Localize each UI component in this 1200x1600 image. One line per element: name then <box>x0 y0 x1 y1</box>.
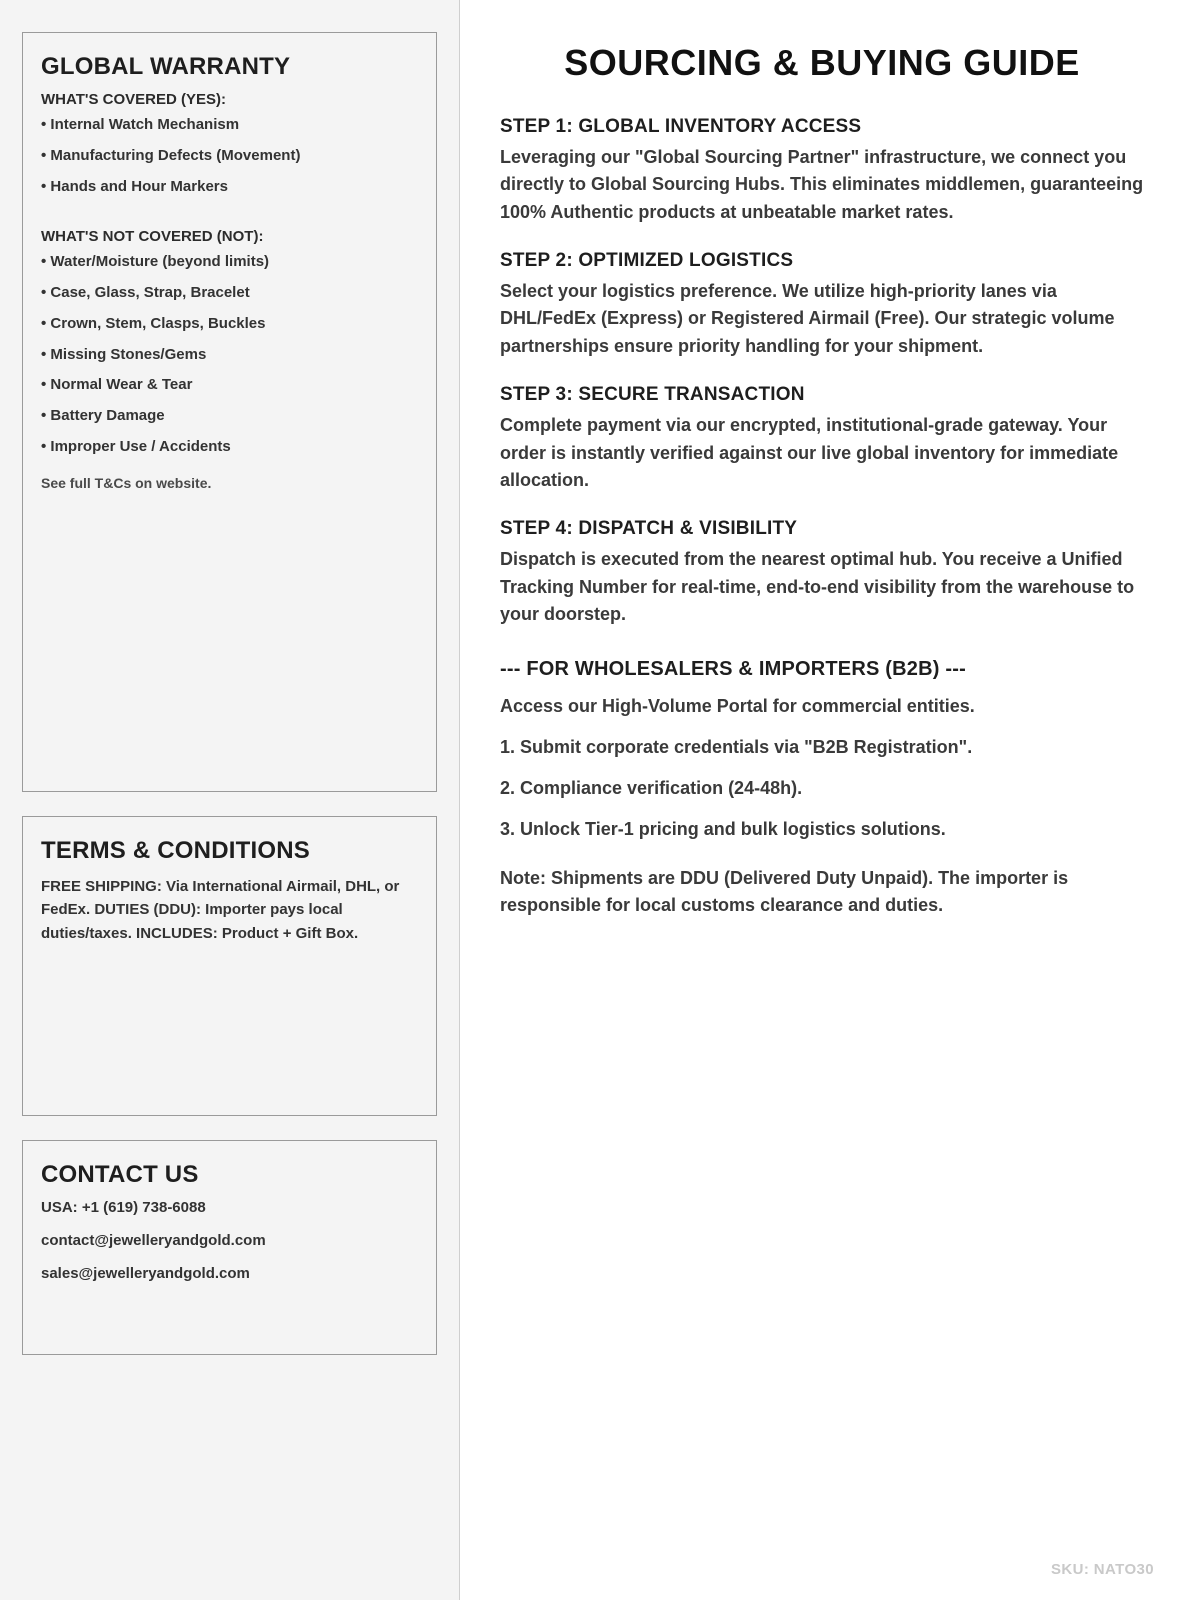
terms-body: FREE SHIPPING: Via International Airmail, DHL, or FedEx. DUTIES (DDU): Importer pays local duties/taxes. INCLUDES: Product + Gift Box. <box>41 878 400 942</box>
page-title: SOURCING & BUYING GUIDE <box>564 42 1080 83</box>
contact-email-sales[interactable]: sales@jewelleryandgold.com <box>41 1265 250 1282</box>
contact-us-panel <box>22 1140 437 1355</box>
global-warranty-panel <box>22 32 437 792</box>
contact-email-primary[interactable]: contact@jewelleryandgold.com <box>41 1232 266 1249</box>
list-item: • Hands and Hour Markers <box>41 177 228 195</box>
step-1 <box>500 116 1144 226</box>
step-2 <box>500 250 1144 360</box>
step-4-heading: STEP 4: DISPATCH & VISIBILITY <box>500 518 798 540</box>
left-sidebar <box>0 0 460 1600</box>
b2b-note: Note: Shipments are DDU (Delivered Duty Unpaid). The importer is responsible for local customs clearance and duties. <box>500 868 1069 916</box>
list-item: • Manufacturing Defects (Movement) <box>41 146 301 164</box>
warranty-not-covered-heading: WHAT'S NOT COVERED (NOT): <box>41 228 264 246</box>
list-item: • Battery Damage <box>41 407 165 424</box>
step-1-heading: STEP 1: GLOBAL INVENTORY ACCESS <box>500 116 862 137</box>
divider-space <box>41 208 418 222</box>
terms-title: TERMS & CONDITIONS <box>41 837 310 864</box>
step-2-body: Select your logistics preference. We utilize high-priority lanes via DHL/FedEx (Express) or Registered Airmail (Free). Our strategic volume partnerships ensure priority handling for your shipment. <box>500 281 1115 356</box>
b2b-step-2: 2. Compliance verification (24-48h). <box>500 778 803 799</box>
b2b-step-3: 3. Unlock Tier-1 pricing and bulk logistics solutions. <box>500 819 946 840</box>
b2b-intro: Access our High-Volume Portal for commercial entities. <box>500 696 975 717</box>
warranty-title: GLOBAL WARRANTY <box>41 53 291 80</box>
list-item: • Water/Moisture (beyond limits) <box>41 253 270 271</box>
sku-label: SKU: NATO30 <box>1050 1561 1154 1578</box>
step-3-body: Complete payment via our encrypted, institutional-grade gateway. Your order is instantly verified against our live global inventory for immediate allocation. <box>500 415 1119 490</box>
b2b-step-1: 1. Submit corporate credentials via "B2B Registration". <box>500 737 973 758</box>
step-4 <box>500 518 1144 628</box>
contact-title: CONTACT US <box>41 1161 199 1188</box>
terms-and-conditions-panel <box>22 816 437 1116</box>
list-item: • Improper Use / Accidents <box>41 437 231 455</box>
step-3 <box>500 384 1144 494</box>
list-item: • Crown, Stem, Clasps, Buckles <box>41 314 266 332</box>
list-item: • Internal Watch Mechanism <box>41 116 240 133</box>
list-item: • Missing Stones/Gems <box>41 345 207 363</box>
b2b-heading: --- FOR WHOLESALERS & IMPORTERS (B2B) --- <box>500 658 966 681</box>
sourcing-guide-section <box>460 0 1200 1600</box>
step-4-body: Dispatch is executed from the nearest optimal hub. You receive a Unified Tracking Number for real-time, end-to-end visibility from the warehouse to your doorstep. <box>500 549 1135 624</box>
warranty-footnote: See full T&Cs on website. <box>41 474 212 491</box>
list-item: • Normal Wear & Tear <box>41 376 193 394</box>
step-2-heading: STEP 2: OPTIMIZED LOGISTICS <box>500 250 794 272</box>
contact-phone[interactable]: USA: +1 (619) 738-6088 <box>41 1199 206 1216</box>
list-item: • Case, Glass, Strap, Bracelet <box>41 284 250 301</box>
step-1-body: Leveraging our "Global Sourcing Partner" infrastructure, we connect you directly to Global Sourcing Hubs. This eliminates middlemen, guaranteeing 100% Authentic products at unbeatable market rates. <box>500 147 1144 222</box>
step-3-heading: STEP 3: SECURE TRANSACTION <box>500 384 805 406</box>
warranty-covered-heading: WHAT'S COVERED (YES): <box>41 91 226 108</box>
